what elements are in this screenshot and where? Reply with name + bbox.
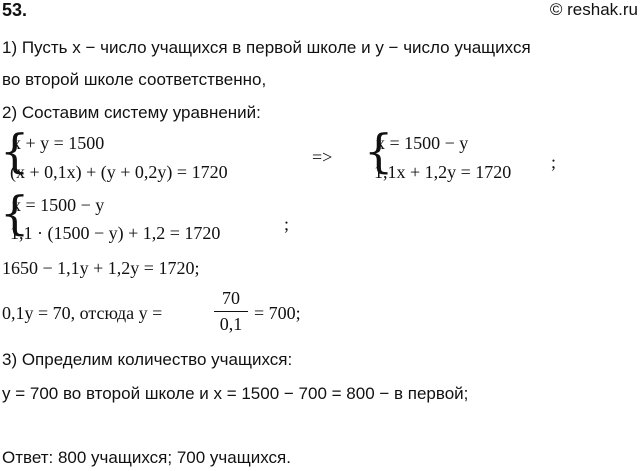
step3-line: y = 700 во второй школе и x = 1500 − 700 = 800 − в первой; [2, 384, 469, 403]
step1-line1: 1) Пусть x − число учащихся в первой школе и y − число учащихся [2, 38, 531, 57]
system3-eq1: x = 1500 − y [12, 195, 105, 215]
system2-eq1: x = 1500 − y [376, 133, 469, 153]
step1-line2: во второй школе соответственно, [2, 70, 267, 89]
fraction-bar [214, 311, 248, 312]
system3-eq2: 1,1 · (1500 − y) + 1,2 = 1720 [10, 223, 221, 243]
step3-title: 3) Определим количество учащихся: [2, 350, 293, 369]
equation-line-b-left: 0,1y = 70, отсюда y = [2, 303, 163, 323]
system2-brace: { [364, 124, 394, 178]
system1-eq2: (x + 0,1x) + (y + 0,2y) = 1720 [10, 162, 228, 182]
fraction-numerator: 70 [222, 288, 240, 308]
system2-eq2: 1,1x + 1,2y = 1720 [374, 162, 512, 182]
equation-line-a: 1650 − 1,1y + 1,2y = 1720; [2, 258, 200, 278]
fraction [214, 288, 248, 335]
implies-arrow: => [312, 147, 333, 167]
watermark: © reshak.ru [549, 0, 638, 19]
answer: Ответ: 800 учащихся; 700 учащихся. [2, 448, 291, 467]
step2-title: 2) Составим систему уравнений: [2, 103, 261, 122]
system1-brace: { [0, 124, 30, 178]
system3-brace: { [0, 186, 30, 240]
system1-eq1: x + y = 1500 [12, 133, 105, 153]
system3-semicolon: ; [284, 214, 290, 234]
problem-number: 53. [2, 0, 28, 20]
system2-semicolon: ; [551, 152, 557, 172]
equation-line-b-right: = 700; [254, 303, 301, 323]
fraction-denominator: 0,1 [219, 314, 243, 334]
